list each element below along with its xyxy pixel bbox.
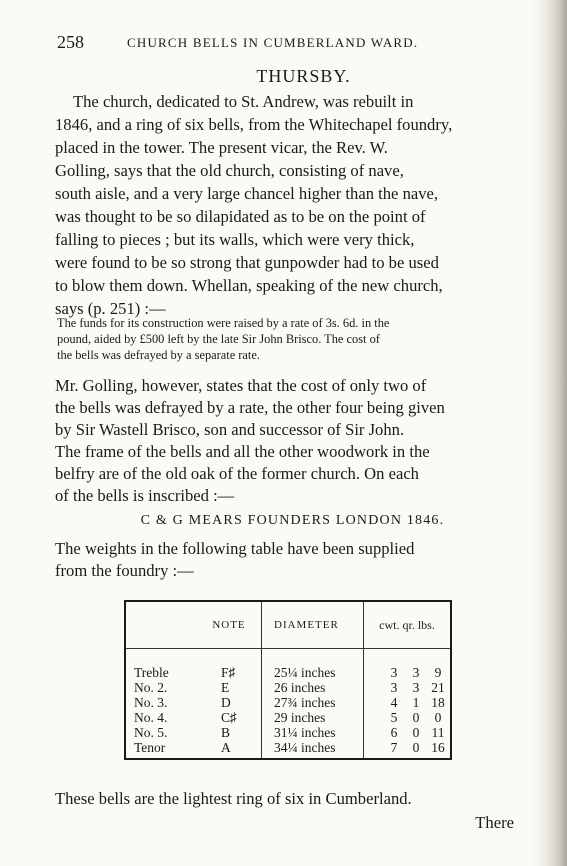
- paragraph-3-line: The weights in the following table have been supplied: [55, 539, 415, 558]
- bell-note: B: [221, 725, 231, 740]
- bell-note: F♯: [221, 665, 236, 680]
- bell-note: A: [221, 740, 231, 755]
- paragraph-1-line: placed in the tower. The present vicar, the Rev. W.: [55, 138, 388, 157]
- paragraph-2-line: The frame of the bells and all the other woodwork in the: [55, 442, 430, 461]
- bell-weights-table: [124, 600, 452, 760]
- paragraph-2-line: belfry are of the old oak of the former church. On each: [55, 464, 419, 483]
- bell-diameter: 27¾ inches: [274, 695, 336, 710]
- quotation-line: pound, aided by £500 left by the late Sir John Brisco. The cost of: [57, 332, 380, 346]
- bell-weight: 3 3 21: [390, 680, 445, 695]
- bell-note: E: [221, 680, 230, 695]
- note-column-header: NOTE: [197, 601, 262, 649]
- paragraph-2-line: the bells was defrayed by a rate, the other four being given: [55, 398, 445, 417]
- bell-weight: 6 0 11: [390, 725, 445, 740]
- bell-note: C♯: [221, 710, 237, 725]
- paragraph-1-line: The church, dedicated to St. Andrew, was rebuilt in: [73, 92, 414, 111]
- paragraph-3-line: from the foundry :—: [55, 561, 194, 580]
- page-edge-shadow: [533, 0, 567, 866]
- page-number: 258: [57, 32, 84, 52]
- bell-inscription: C & G MEARS FOUNDERS LONDON 1846.: [140, 513, 445, 528]
- paragraph-1-line: was thought to be so dilapidated as to be on the point of: [55, 207, 426, 226]
- paragraph-1-line: were found to be so strong that gunpowder had to be used: [55, 253, 439, 272]
- bell-weight: 5 0 0: [390, 710, 442, 725]
- running-head: [57, 32, 517, 54]
- paragraph-1-line: Golling, says that the old church, consisting of nave,: [55, 161, 404, 180]
- bell-name: No. 5.: [134, 725, 168, 740]
- bell-diameter: 34¼ inches: [274, 740, 336, 755]
- catchword: There: [475, 813, 514, 832]
- paragraph-2-line: Mr. Golling, however, states that the cost of only two of: [55, 376, 427, 395]
- bell-diameter: 31¼ inches: [274, 725, 336, 740]
- bell-diameter: 29 inches: [274, 710, 326, 725]
- table-body: [125, 649, 451, 760]
- paragraph-1-line: 1846, and a ring of six bells, from the Whitechapel foundry,: [55, 115, 453, 134]
- paragraph-2-line: by Sir Wastell Brisco, son and successor of Sir John.: [55, 420, 405, 439]
- paragraph-2-line: of the bells is inscribed :—: [55, 486, 235, 505]
- bell-name: No. 4.: [134, 710, 168, 725]
- paragraph-1-line: falling to pieces ; but its walls, which were very thick,: [55, 230, 415, 249]
- weight-column-header: cwt. qr. lbs.: [364, 601, 452, 649]
- bell-weight: 4 1 18: [390, 695, 445, 710]
- paragraph-1-line: says (p. 251) :—: [55, 299, 166, 318]
- running-title: CHURCH BELLS IN CUMBERLAND WARD.: [127, 35, 419, 50]
- table-header-row: [125, 601, 451, 649]
- paragraph-1-line: south aisle, and a very large chancel higher than the nave,: [55, 184, 439, 203]
- bell-note: D: [221, 695, 231, 710]
- bell-name: No. 2.: [134, 680, 168, 695]
- closing-line: These bells are the lightest ring of six in Cumberland.: [55, 789, 412, 808]
- section-heading: THURSBY.: [256, 66, 351, 86]
- quotation-line: The funds for its construction were raised by a rate of 3s. 6d. in the: [57, 316, 390, 330]
- paragraph-1-line: to blow them down. Whellan, speaking of the new church,: [55, 276, 443, 295]
- bell-name: Treble: [134, 665, 169, 680]
- bell-name: Tenor: [134, 740, 166, 755]
- bell-weight: 3 3 9: [390, 665, 442, 680]
- bell-diameter: 25¼ inches: [274, 665, 336, 680]
- bell-weight: 7 0 16: [390, 740, 445, 755]
- diameter-column-header: DIAMETER: [262, 601, 364, 649]
- quotation-line: the bells was defrayed by a separate rate.: [57, 348, 260, 362]
- bell-name: No. 3.: [134, 695, 168, 710]
- bell-diameter: 26 inches: [274, 680, 326, 695]
